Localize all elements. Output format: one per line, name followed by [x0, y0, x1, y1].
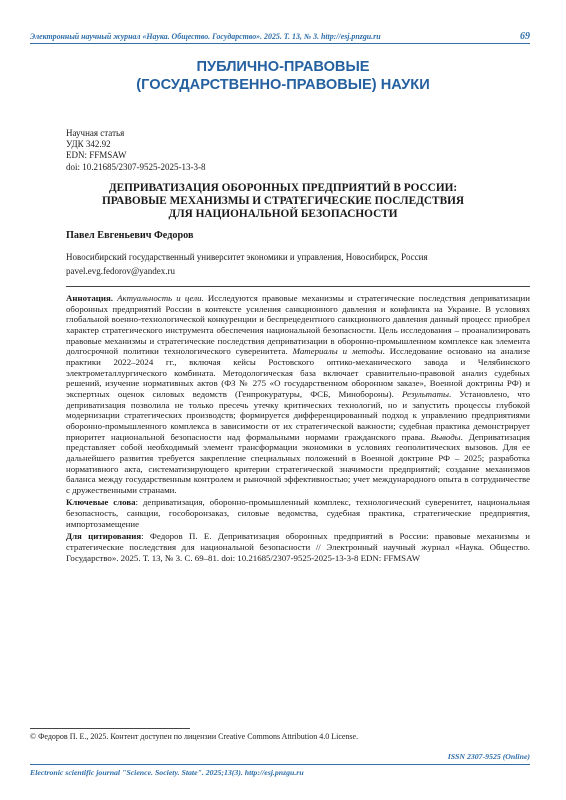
footer-rule [30, 764, 530, 765]
keywords-paragraph [66, 497, 530, 529]
relevance-label: Актуальность и цели. [117, 293, 204, 303]
article-meta [66, 128, 206, 173]
udk-code: УДК 342.92 [66, 139, 111, 150]
abstract-section [66, 293, 530, 565]
doi-code: doi: 10.21685/2307-9525-2025-13-3-8 [66, 161, 206, 172]
results-text: . Установлено, что деприватизация позволила не только пресечь утечку критических технологий, но и запустить процессы глубокой модернизации стратегических производств; формируется дифференцированный подход к управлению предприятиями оборонно-промышленного комплекса в зависимости от их стратегической важности; судебная практика демонстрирует приоритет национальной безопасности над формальными нормами гражданского права. [66, 388, 530, 442]
abstract-rule [66, 286, 530, 287]
author-affiliation-block [66, 250, 428, 279]
citation-text: : Федоров П. Е. Деприватизация оборонных предприятий в России: правовые механизмы и стратегические последствия для национальной безопасности // Электронный научный журнал «Наука. Общество. Государство». 2025. Т. 13, № 3. С. 69–81. doi: 10.21685/2307-9525-2025-13-3-8 EDN: FFMSAW [66, 531, 531, 563]
relevance-text: Исследуются правовые механизмы и стратегические последствия деприватизации оборонных предприятий России в контексте усиления санкционного давления и конфликта на Украине. В условиях глобальной военно-технологической конкуренции и беспрецедентного санкционного давления данный процесс приобрел характер стратегического инструмента обеспечения национальной безопасности. Цель исследования – проанализировать правовые механизмы и стратегические последствия деприватизации в оборонно-промышленном комплексе как элемента долгосрочной политики технологического суверенитета. [66, 293, 530, 357]
citation-paragraph [66, 531, 530, 563]
issn-label: ISSN 2307-9525 (Online) [447, 752, 530, 761]
methods-label: Материалы и методы [292, 346, 383, 357]
abstract-paragraph [66, 293, 530, 495]
section-title-line1: ПУБЛИЧНО-ПРАВОВЫЕ [196, 59, 370, 75]
footer-journal-en: Electronic scientific journal "Science. Society. State". 2025;13(3). http://esj.pnzgu.ru [30, 768, 304, 777]
header-rule [30, 43, 530, 44]
running-header-journal: Электронный научный журнал «Наука. Общество. Государство». 2025. Т. 13, № 3. http://esj.pnzgu.ru [30, 32, 381, 41]
abstract-label: Аннотация. [66, 293, 113, 303]
running-header [30, 31, 530, 42]
results-label: Результаты [401, 388, 449, 399]
article-title-line2: ПРАВОВЫЕ МЕХАНИЗМЫ И СТРАТЕГИЧЕСКИЕ ПОСЛЕДСТВИЯ [101, 195, 465, 208]
conclusions-text: . Деприватизация представляет собой необходимый элемент трансформации экономики в условиях геополитических вызовов. Для ее дальнейшего развития требуется закрепление специальных положений в Военной доктрине РФ – 2025; разработка нормативного акта, систематизирующего критерии стратегической значимости предприятий; создание механизмов баланса между государственным контролем и рыночной эффективностью; учет международного опыта в сотрудничестве с дружественными странами. [66, 431, 531, 495]
section-title [30, 58, 536, 94]
citation-label: Для цитирования [66, 531, 142, 542]
methods-text: . Исследование основано на анализе практики 2022–2024 гг., включая кейсы Ростовского оптико-механического завода и Челябинского электрометаллургического комбината. Методологическая база включает сравнительно-правовой анализ судебных решений, изучение нормативных актов (ФЗ № 275 «О государственном оборонном заказе», Военной доктрины РФ) и экспертных оценок силовых ведомств (Генпрокуратуры, ФСБ, Минобороны). [66, 346, 531, 399]
license-footnote: © Федоров П. Е., 2025. Контент доступен по лицензии Creative Commons Attribution 4.0 License. [30, 732, 359, 741]
author-affiliation: Новосибирский государственный университет экономики и управления, Новосибирск, Россия [66, 252, 428, 262]
author-name: Павел Евгеньевич Федоров [66, 230, 194, 241]
author-email[interactable]: pavel.evg.fedorov@yandex.ru [66, 266, 175, 277]
article-title-line3: ДЛЯ НАЦИОНАЛЬНОЙ БЕЗОПАСНОСТИ [168, 208, 398, 221]
edn-code: EDN: FFMSAW [66, 150, 127, 161]
section-title-line2: (ГОСУДАРСТВЕННО-ПРАВОВЫЕ) НАУКИ [136, 77, 430, 93]
article-type: Научная статья [66, 128, 125, 138]
conclusions-label: Выводы [430, 431, 461, 442]
keywords-label: Ключевые слова [66, 497, 136, 508]
page-number: 69 [520, 31, 530, 42]
keywords-text: : деприватизация, оборонно-промышленный комплекс, технологический суверенитет, национальная безопасность, санкции, гособоронзаказ, силовые ведомства, судебная практика, стратегические предприятия, импортозамещение [66, 497, 530, 529]
article-title [40, 182, 526, 222]
footnote-rule [30, 728, 190, 729]
article-title-line1: ДЕПРИВАТИЗАЦИЯ ОБОРОННЫХ ПРЕДПРИЯТИЙ В РОССИИ: [108, 182, 458, 194]
